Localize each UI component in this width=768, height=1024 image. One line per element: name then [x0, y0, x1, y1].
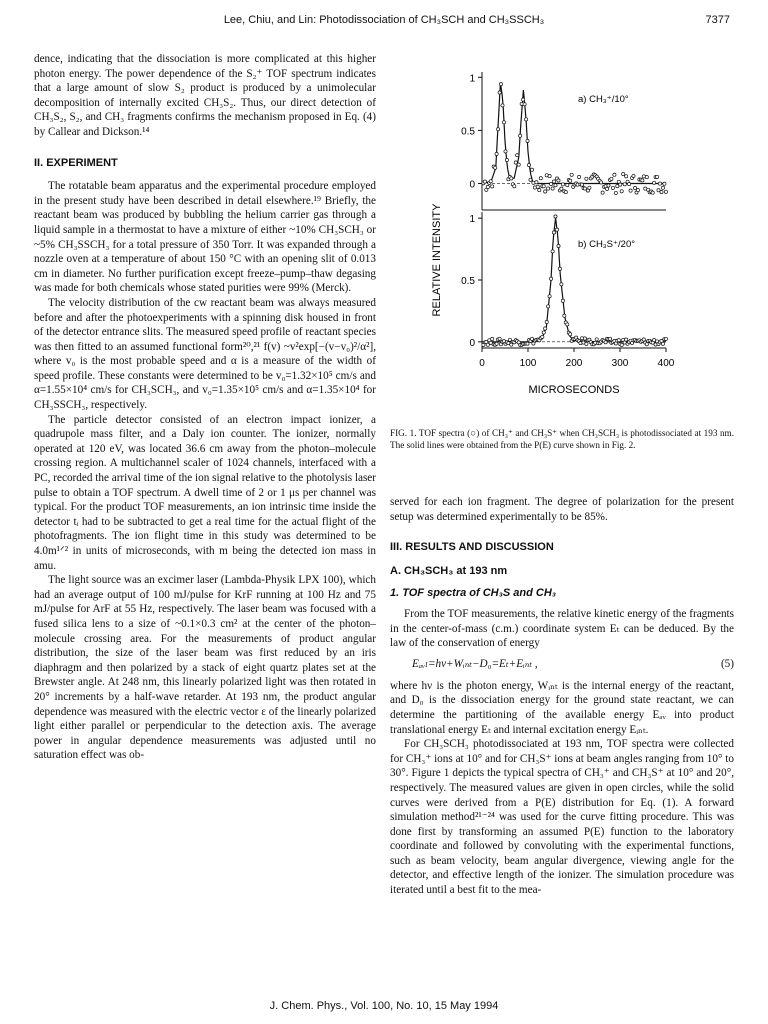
panel-a-data-point: [550, 182, 553, 185]
panel-a-data-point: [536, 185, 539, 188]
panel-a-data-point: [645, 176, 648, 179]
panel-a-data-point: [625, 175, 628, 178]
panel-b-data-point: [508, 338, 511, 341]
panel-a-data-point: [510, 177, 513, 180]
panel-a-data-point: [548, 175, 551, 178]
page-number: 7377: [705, 14, 730, 26]
panel-a-data-point: [494, 166, 497, 169]
panel-a-data-point: [619, 183, 622, 186]
panel-b-data-point: [495, 342, 498, 345]
panel-b-data-point: [608, 337, 611, 340]
panel-a-data-point: [569, 179, 572, 182]
panel-b-data-point: [604, 341, 607, 344]
panel-a-data-point: [560, 187, 563, 190]
panel-a-data-point: [613, 173, 616, 176]
paragraph-experiment-2: The velocity distribution of the cw reactant beam was always measured before and after the photoexperiments with a spinning disk housed in front of the detector entrance slits. The measured speed profile of reactant species was then fitted to an assumed functional form²⁰,²¹ f(v) ~v²exp[−(v−v₀)²/α²], where v₀ is the most probable speed and α is a measure of the width of speed profile. These constants were determined to be v₀=1.32×10⁵ cm/s and α=1.55×10⁴ cm/s for CH₃SCH₃, and v₀=1.35×10⁵ cm/s and α=1.35×10⁴ for CH₃SSCH₃, respectively.: [34, 296, 376, 412]
panel-b-y-tick-label: 0.5: [461, 276, 475, 287]
panel-b-data-point: [557, 244, 560, 247]
panel-a-data-point: [542, 185, 545, 188]
x-tick-label: 100: [519, 358, 537, 369]
panel-b-data-point: [526, 342, 529, 345]
panel-a-data-point: [664, 190, 667, 193]
panel-b-data-point: [620, 343, 623, 346]
panel-a-data-point: [501, 104, 504, 107]
figure-caption: FIG. 1. TOF spectra (○) of CH₃⁺ and CH₃S⁺ when CH₃SCH₃ is photodissociated at 193 nm. The solid lines were obtained from the P(E) curve shown in Fig. 2.: [390, 428, 734, 450]
panel-b-data-point: [551, 250, 554, 253]
panel-b-data-point: [547, 305, 550, 308]
panel-b-data-point: [579, 342, 582, 345]
panel-a-data-point: [505, 158, 508, 161]
paragraph-results-1: From the TOF measurements, the relative kinetic energy of the fragments in the center-of-mass (c.m.) coordinate system Eₜ can be deduced. By the law of the conservation of energy: [390, 607, 734, 650]
x-tick-label: 200: [565, 358, 583, 369]
panel-a-data-point: [523, 103, 526, 106]
panel-a-data-point: [636, 189, 639, 192]
panel-a-data-point: [564, 191, 567, 194]
panel-a-data-point: [557, 179, 560, 182]
panel-a-data-point: [516, 154, 519, 157]
panel-b-data-point: [617, 339, 620, 342]
panel-a-data-point: [614, 191, 617, 194]
panel-a-data-point: [544, 190, 547, 193]
panel-b-y-tick-label: 1: [469, 214, 475, 226]
panel-a-data-point: [578, 175, 581, 178]
panel-a-data-point: [601, 191, 604, 194]
panel-b-data-point: [491, 337, 494, 340]
panel-b-data-point: [585, 342, 588, 345]
x-tick-label: 400: [657, 358, 675, 369]
equation-5: [390, 657, 734, 673]
panel-b-data-point: [625, 338, 628, 341]
tof-chart: [392, 60, 736, 400]
equation-number: (5): [720, 657, 734, 670]
panel-a-data-point: [525, 118, 528, 121]
journal-footer: J. Chem. Phys., Vol. 100, No. 10, 15 May 1994: [269, 1000, 499, 1012]
panel-b-data-point: [642, 338, 645, 341]
panel-b-data-point: [560, 283, 563, 286]
panel-a-data-point: [605, 187, 608, 190]
left-column: [34, 52, 376, 763]
panel-a-label: a) CH₃⁺/10°: [578, 94, 629, 105]
panel-a-data-point: [588, 186, 591, 189]
panel-b-data-point: [555, 228, 558, 231]
paragraph-results-2: where hν is the photon energy, Wᵢₙₜ is the internal energy of the reactant, and D₀ is the dissociation energy for the ground state reactant, we can determine the partitioning of the available energy Eₐᵥ into product translational energy Eₜ and internal excitation energy Eᵢₙₜ.: [390, 679, 734, 736]
panel-a-y-tick-label: 0: [469, 179, 475, 191]
panel-a-data-point: [526, 139, 529, 142]
running-header: [38, 14, 730, 30]
panel-a-data-point: [656, 175, 659, 178]
panel-a-data-point: [498, 91, 501, 94]
panel-a-data-point: [495, 152, 498, 155]
panel-b-data-point: [550, 277, 553, 280]
panel-b-data-point: [661, 342, 664, 345]
panel-b-fit-curve: [482, 218, 666, 342]
panel-a-data-point: [622, 173, 625, 176]
panel-a-data-point: [497, 128, 500, 131]
panel-a-data-point: [570, 173, 573, 176]
panel-a-data-point: [580, 183, 583, 186]
panel-a-data-point: [532, 181, 535, 184]
panel-a-data-point: [620, 190, 623, 193]
panel-b-data-point: [498, 337, 501, 340]
panel-a-data-point: [504, 150, 507, 153]
panel-b-data-point: [583, 337, 586, 340]
x-tick-label: 0: [479, 358, 485, 369]
right-column: [390, 495, 734, 898]
panel-a-data-point: [538, 189, 541, 192]
panel-a-data-point: [483, 180, 486, 183]
panel-a-data-point: [529, 178, 532, 181]
panel-b-y-tick-label: 0: [469, 337, 475, 349]
panel-a-data-point: [632, 174, 635, 177]
x-axis-label: MICROSECONDS: [528, 384, 620, 396]
panel-a-data-point: [499, 83, 502, 86]
panel-a-data-point: [658, 182, 661, 185]
panel-a-data-point: [660, 190, 663, 193]
panel-a-data-point: [661, 186, 664, 189]
panel-b-data-point: [548, 295, 551, 298]
panel-a-data-point: [651, 191, 654, 194]
panel-a-data-point: [551, 187, 554, 190]
panel-b-data-point: [561, 299, 564, 302]
paragraph-experiment-4: The light source was an excimer laser (Lambda-Physik LPX 100), which had an average output of 100 mJ/pulse for KrF running at 100 Hz and 75 mJ/pulse for ArF at 55 Hz, respectively. The laser beam was focused with a fused silica lens to a size of ~0.1×0.3 cm² at the center of the photon–molecule crossing area. For the measurements of product angular distribution, the size of the laser beam was first reduced by an iris diaphragm and then polarized by a stack of eight quartz plates set at the Brewster angle. At 248 nm, this linearly polarized light was then rotated in 20° increments by a half-wave retarder. At 193 nm, the product angular dependence was measured with the electric vector ε of the linearly polarized light either parallel or perpendicular to the detection axis. The average power in angular dependence measurements was adjusted until no saturation effect was ob-: [34, 574, 376, 762]
panel-a-data-point: [554, 184, 557, 187]
panel-a-data-point: [519, 134, 522, 137]
paragraph-results-3: For CH₃SCH₃ photodissociated at 193 nm, TOF spectra were collected for CH₃⁺ ions at 10° and for CH₃S⁺ ions at beam angles ranging from 10° to 30°. Figure 1 depicts the typical spectra of CH₃⁺ and CH₃S⁺ at 10° and 20°, respectively. The measured values are given in open circles, while the solid curves were derived from a P(E) distribution for Eq. (1). A forward simulation method²¹⁻²⁴ was used for the curve fitting procedure. This was done first by transforming an assumed P(E) function to the laboratory coordinate and followed by convoluting with the experimental functions, such as beam velocity, beam angular divergence, viewing angle for the detector, and effective length of the ionizer. The simulation procedure was iterated until a best fit to the mea-: [390, 738, 734, 897]
panel-a-data-point: [489, 180, 492, 183]
subsubsection-heading-1: 1. TOF spectra of CH₃S and CH₃: [390, 587, 557, 600]
panel-a-data-point: [535, 181, 538, 184]
panel-a-data-point: [522, 98, 525, 101]
panel-b-data-point: [558, 267, 561, 270]
panel-a-data-point: [502, 121, 505, 124]
panel-b-data-point: [554, 215, 557, 218]
panel-a-data-point: [585, 177, 588, 180]
panel-a-data-point: [628, 183, 631, 186]
paragraph-polarization: served for each ion fragment. The degree of polarization for the present setup was determined experimentally to be 85%.: [390, 496, 734, 523]
panel-a-data-point: [663, 182, 666, 185]
panel-a-data-point: [552, 180, 555, 183]
section-heading-results: III. RESULTS AND DISCUSSION: [390, 541, 554, 554]
panel-a-data-point: [623, 183, 626, 186]
panel-a-data-point: [486, 185, 489, 188]
data-marks: [482, 83, 668, 347]
panel-a-data-point: [527, 164, 530, 167]
panel-a-y-tick-label: 1: [469, 73, 475, 85]
panel-a-data-point: [611, 186, 614, 189]
panel-b-data-point: [569, 333, 572, 336]
running-title: Lee, Chiu, and Lin: Photodissociation of CH₃SCH and CH₃SSCH₃: [223, 14, 545, 26]
panel-a-fit-curve: [482, 83, 666, 184]
panel-b-data-point: [563, 314, 566, 317]
panel-a-data-point: [514, 161, 517, 164]
panel-a-y-tick-label: 0.5: [461, 126, 475, 138]
equation-body: Eₐᵥₗ=hν+Wᵢₙₜ−D₀=Eₜ+Eᵢₙₜ ,: [412, 657, 538, 670]
paragraph-experiment-3: The particle detector consisted of an electron impact ionizer, a quadrupole mass filter, and a Daly ion counter. The ionizer, normally operated at 120 eV, was located 36.6 cm away from the photon–molecule crossing region. A multichannel scaler of 1024 channels, interfaced with a PC, recorded the arrival time of the ion signal relative to the photolysis laser pulse to obtain a TOF spectrum. A dwell time of 2 or 1 μs per channel was typical. For the product TOF measurements, an ion intrinsic time inside the detector tᵢ had to be subtracted to get a real time for the actual flight of the photofragments. The ion flight time in this study was determined to be 4.0m¹ᐟ² in units of microseconds, with m being the detected ion mass in amu.: [34, 413, 376, 572]
panel-a-data-point: [633, 186, 636, 189]
figure-1: [392, 60, 736, 400]
panel-a-data-point: [517, 163, 520, 166]
panel-a-data-point: [610, 177, 613, 180]
panel-a-data-point: [600, 181, 603, 184]
panel-a-data-point: [653, 181, 656, 184]
panel-a-data-point: [607, 184, 610, 187]
panel-a-data-point: [641, 179, 644, 182]
y-axis-label: RELATIVE INTENSITY: [431, 203, 443, 317]
panel-a-data-point: [547, 187, 550, 190]
panel-b-data-point: [645, 343, 648, 346]
panel-b-data-point: [664, 337, 667, 340]
panel-b-data-point: [566, 323, 569, 326]
panel-b-data-point: [542, 331, 545, 334]
panel-b-data-point: [595, 338, 598, 341]
panel-b-data-point: [544, 327, 547, 330]
panel-a-data-point: [657, 189, 660, 192]
panel-a-data-point: [513, 185, 516, 188]
panel-a-data-point: [561, 183, 564, 186]
panel-a-data-point: [629, 189, 632, 192]
panel-a-data-point: [566, 184, 569, 187]
paragraph-intro: dence, indicating that the dissociation is more complicated at this higher photon energy. The power dependence of the S₂⁺ TOF spectrum indicates that a large amount of slow S₂ product is produced by a unimolecular decomposition of internally excited CH₃S₂. Thus, our direct detection of CH₃S₂, S₂, and CH₃ fragments confirms the mechanism proposed in Eq. (4) by Callear and Dickson.¹⁴: [34, 53, 376, 138]
panel-b-data-point: [541, 335, 544, 338]
panel-b-data-point: [552, 231, 555, 234]
panel-a-data-point: [530, 168, 533, 171]
x-tick-label: 300: [611, 358, 629, 369]
section-heading-experiment: II. EXPERIMENT: [34, 156, 118, 169]
panel-b-data-point: [545, 320, 548, 323]
panel-a-data-point: [539, 177, 542, 180]
panel-a-data-point: [583, 187, 586, 190]
panel-b-label: b) CH₃S⁺/20°: [578, 239, 636, 250]
panel-a-data-point: [491, 185, 494, 188]
subsection-heading-a: A. CH₃SCH₃ at 193 nm: [390, 564, 508, 577]
paragraph-experiment-1: The rotatable beam apparatus and the experimental procedure employed in the present study have been described in detail elsewhere.¹⁹ Briefly, the reactant beam was produced by bubbling the helium carrier gas through a liquid sample in a thermostat to have a mixture of either ~10% CH₃SCH₃ or ~5% CH₃SSCH₃ for a total pressure of 350 Torr. It was expanded through a nozzle oven at a temperature of about 150 °C with an opening slit of 0.013 cm in diameter. No further purification except freeze–pump–thaw degasing was made for both chemicals whose stated purities were 99% (Merck).: [34, 180, 376, 295]
